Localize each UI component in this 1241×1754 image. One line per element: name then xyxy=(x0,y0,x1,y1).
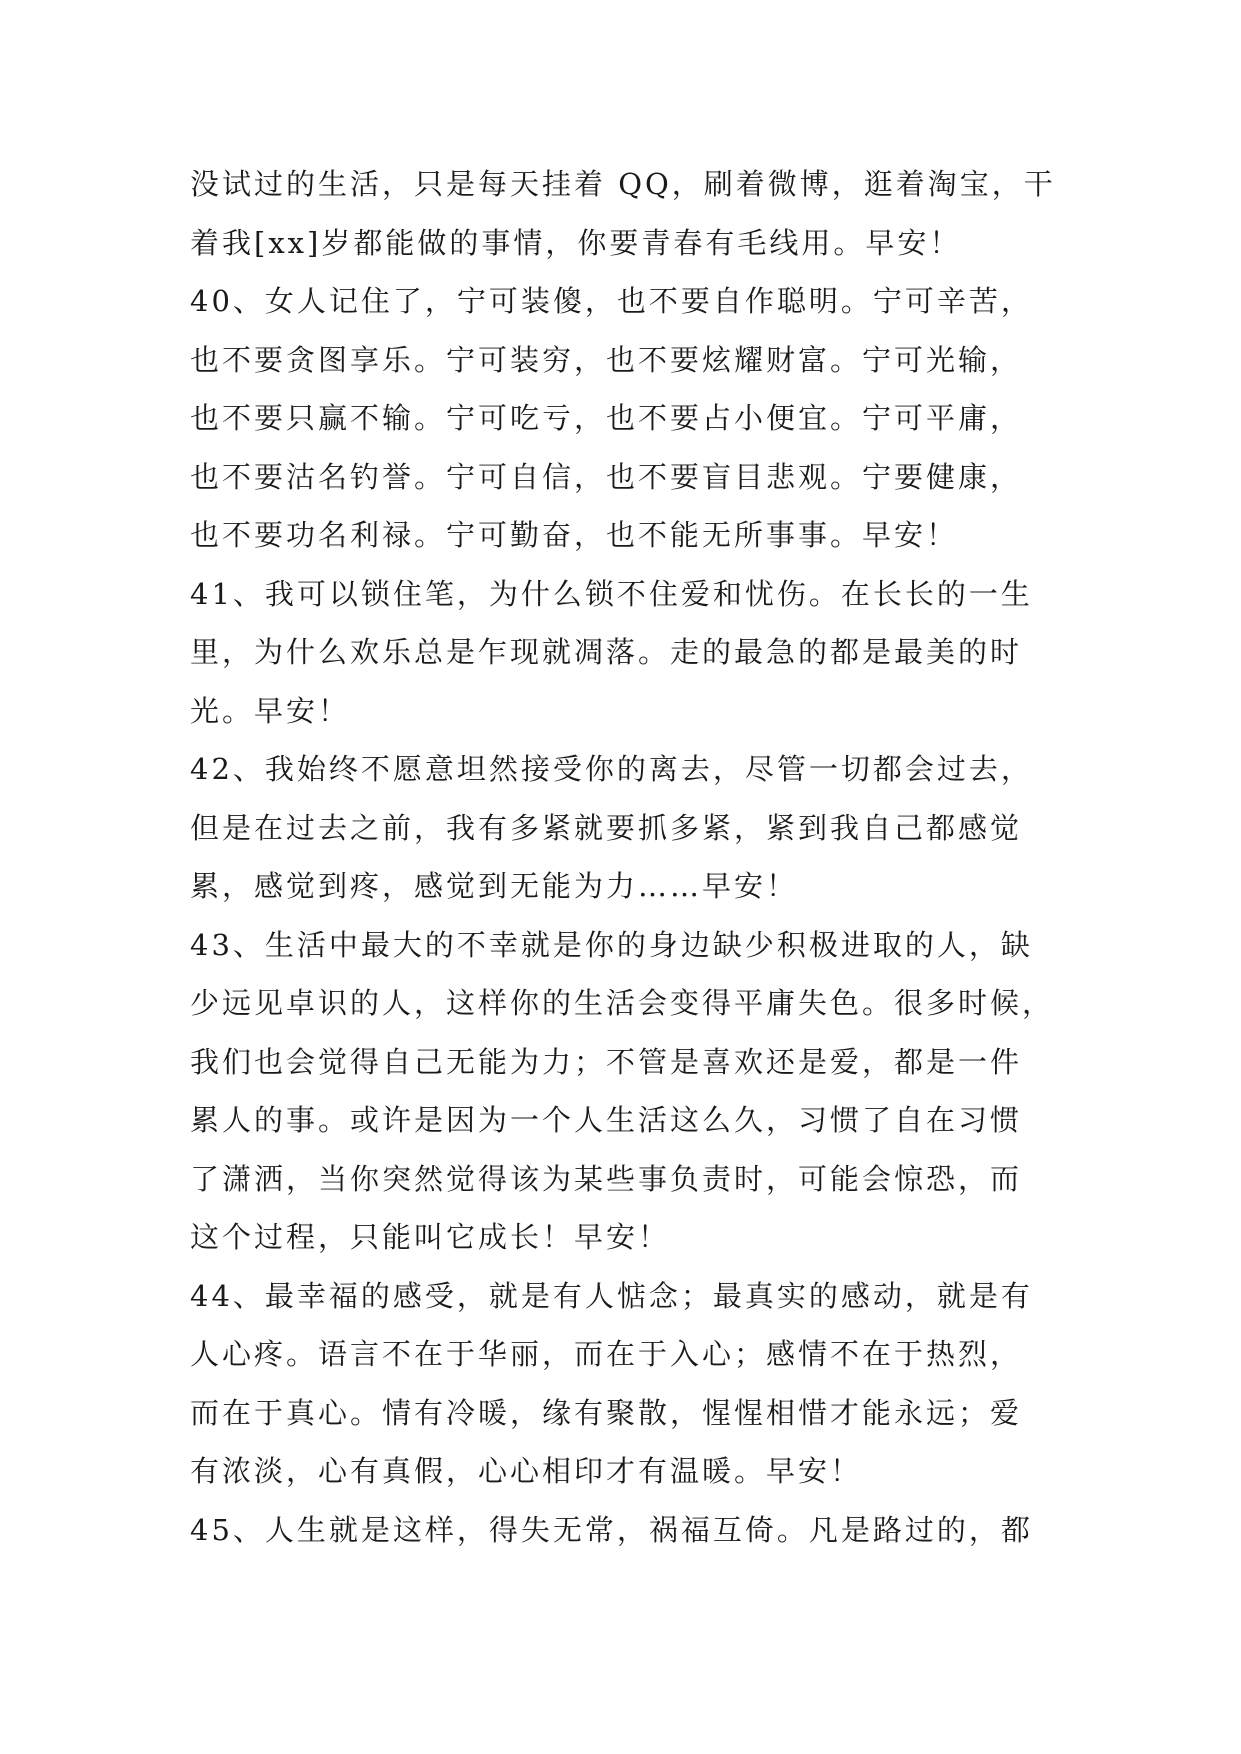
text-line: 44、最幸福的感受，就是有人惦念；最真实的感动，就是有 xyxy=(190,1278,1033,1313)
text-line: 有浓淡，心有真假，心心相印才有温暖。早安！ xyxy=(190,1454,863,1488)
text-line: 也不要贪图享乐。宁可装穷，也不要炫耀财富。宁可光输， xyxy=(190,342,1023,377)
text-line: 了潇洒，当你突然觉得该为某些事负责时，可能会惊恐，而 xyxy=(190,1161,1023,1196)
document-body xyxy=(190,155,1070,1559)
text-line: 我们也会觉得自己无能为力；不管是喜欢还是爱，都是一件 xyxy=(190,1044,1023,1079)
text-line: 43、生活中最大的不幸就是你的身边缺少积极进取的人，缺 xyxy=(190,927,1033,962)
text-line: 41、我可以锁住笔，为什么锁不住爱和忧伤。在长长的一生 xyxy=(190,576,1033,611)
text-line: 里，为什么欢乐总是乍现就凋落。走的最急的都是最美的时 xyxy=(190,635,1023,669)
text-line: 也不要功名利禄。宁可勤奋，也不能无所事事。早安！ xyxy=(190,518,959,552)
text-line: 也不要只赢不输。宁可吃亏，也不要占小便宜。宁可平庸， xyxy=(190,401,1023,435)
text-line: 少远见卓识的人，这样你的生活会变得平庸失色。很多时候， xyxy=(190,986,1055,1020)
text-line: 40、女人记住了，宁可装傻，也不要自作聪明。宁可辛苦， xyxy=(190,284,1033,318)
text-line: 这个过程，只能叫它成长！早安！ xyxy=(190,1220,671,1254)
text-line: 42、我始终不愿意坦然接受你的离去，尽管一切都会过去， xyxy=(190,752,1033,786)
text-line: 45、人生就是这样，得失无常，祸福互倚。凡是路过的，都 xyxy=(190,1512,1033,1547)
text-line: 着我[xx]岁都能做的事情，你要青春有毛线用。早安！ xyxy=(190,225,962,260)
text-line: 光。早安！ xyxy=(190,693,351,728)
text-line: 没试过的生活，只是每天挂着 QQ，刷着微博，逛着淘宝，干 xyxy=(190,167,1056,201)
text-line: 累人的事。或许是因为一个人生活这么久，习惯了自在习惯 xyxy=(190,1103,1023,1137)
text-line: 人心疼。语言不在于华丽，而在于入心；感情不在于热烈， xyxy=(190,1337,1023,1371)
text-line: 而在于真心。情有冷暖，缘有聚散，惺惺相惜才能永远；爱 xyxy=(190,1395,1023,1430)
text-line: 但是在过去之前，我有多紧就要抓多紧，紧到我自己都感觉 xyxy=(190,810,1023,845)
text-line: 也不要沽名钓誉。宁可自信，也不要盲目悲观。宁要健康， xyxy=(190,459,1023,494)
text-line: 累，感觉到疼，感觉到无能为力……早安！ xyxy=(190,869,799,903)
